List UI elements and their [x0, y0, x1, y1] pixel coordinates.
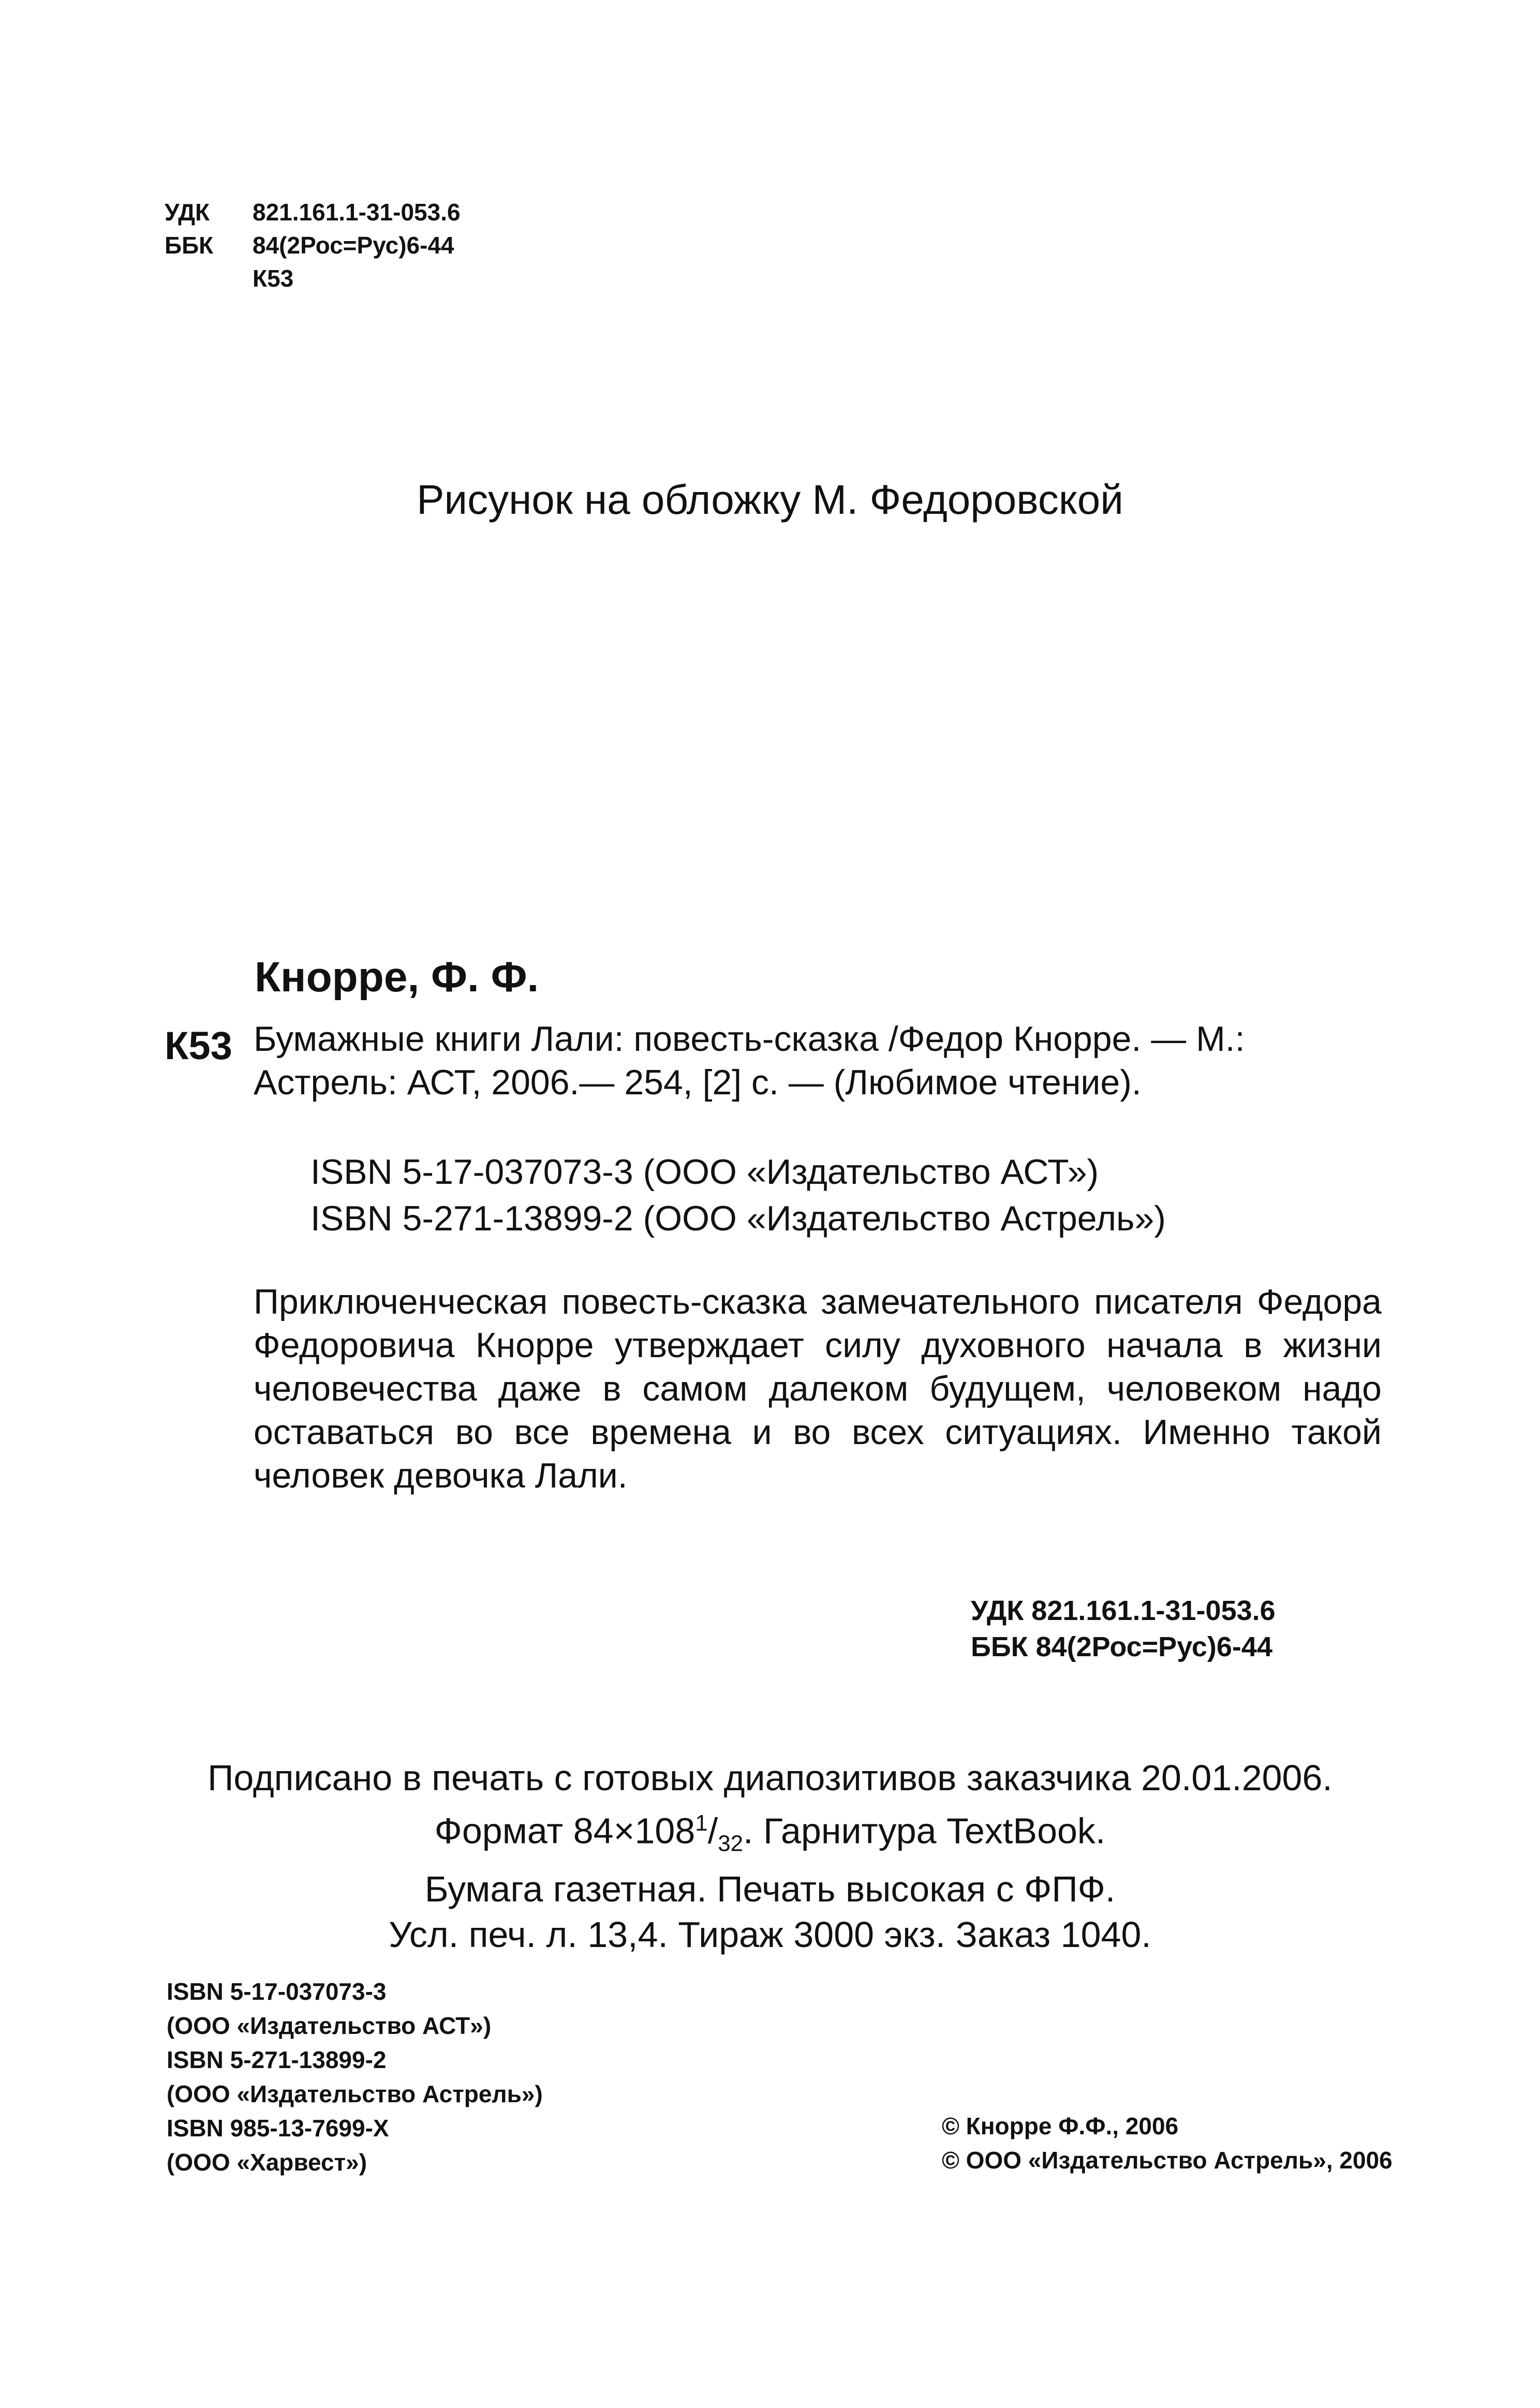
- isbn-list-item: ISBN 985-13-7699-X: [167, 2115, 389, 2142]
- bbk-code: ББК 84(2Рос=Рус)6-44: [971, 1631, 1272, 1662]
- classification-row-code: [165, 262, 461, 295]
- isbn-list-item: ISBN 5-17-037073-3: [167, 1978, 387, 2005]
- annotation-paragraph: Приключенческая повесть-сказка замечательного писателя Федора Федоровича Кнорре утверждает силу духовного начала в жизни человечества даже в самом далеком будущем, человеком надо оставаться во все времена и во всех ситуациях. Именно такой человек девочка Лали.: [254, 1282, 1382, 1495]
- imprint-line-print-run: Усл. печ. л. 13,4. Тираж 3000 экз. Заказ 1040.: [389, 1914, 1151, 1955]
- udk-code: УДК 821.161.1-31-053.6: [971, 1595, 1276, 1626]
- bibliographic-description: Бумажные книги Лали: повесть-сказка /Федор Кнорре. — М.: Астрель: АСТ, 2006.— 254, [2] с. — (Любимое чтение).: [254, 1019, 1245, 1102]
- classification-label: ББК: [165, 232, 214, 259]
- isbn-list: [167, 1974, 543, 2179]
- copyright-line: © ООО «Издательство Астрель», 2006: [942, 2147, 1393, 2174]
- isbn-list-item: (ООО «Харвест»): [167, 2149, 367, 2176]
- classification-value: 84(2Рос=Рус)6-44: [253, 232, 454, 259]
- isbn-list-item: (ООО «Издательство АСТ»): [167, 2012, 492, 2039]
- imprint-block: [0, 1755, 1540, 1957]
- imprint-line-signed: Подписано в печать с готовых диапозитивов заказчика 20.01.2006.: [208, 1758, 1332, 1798]
- classification-label: УДК: [165, 199, 210, 226]
- format-denominator: 32: [718, 1831, 744, 1856]
- isbn-list-item: ISBN 5-271-13899-2: [167, 2046, 387, 2073]
- classification-label: [165, 262, 253, 295]
- isbn-line: ISBN 5-271-13899-2 (ООО «Издательство Астрель»): [310, 1199, 1166, 1238]
- imprint-line-format: Формат $84\times 108^1/_{32}$. Гарнитура TextBook.: [434, 1810, 1106, 1856]
- copyright-block: [942, 2109, 1393, 2177]
- book-code: К53: [165, 1024, 232, 1068]
- copyright-line: © Кнорре Ф.Ф., 2006: [942, 2113, 1179, 2139]
- isbn-block: [310, 1149, 1166, 1242]
- format-numerator: 1: [695, 1810, 708, 1836]
- imprint-line-paper: Бумага газетная. Печать высокая с ФПФ.: [424, 1869, 1116, 1910]
- classification-block: [165, 196, 461, 295]
- isbn-line: ISBN 5-17-037073-3 (ООО «Издательство АСТ»): [310, 1152, 1099, 1192]
- classification-value: 821.161.1-31-053.6: [253, 199, 461, 226]
- isbn-list-item: (ООО «Издательство Астрель»): [167, 2080, 543, 2107]
- classification-row-udk: [165, 196, 461, 229]
- author-heading: Кнорре, Ф. Ф.: [255, 954, 539, 1001]
- udc-bbk-right-block: [971, 1593, 1276, 1665]
- cover-illustration-credit: Рисунок на обложку М. Федоровской: [417, 477, 1123, 523]
- format-suffix: . Гарнитура TextBook.: [743, 1810, 1106, 1851]
- format-prefix: Формат 84×108: [434, 1810, 695, 1851]
- classification-value: К53: [253, 265, 294, 292]
- classification-row-bbk: [165, 229, 461, 262]
